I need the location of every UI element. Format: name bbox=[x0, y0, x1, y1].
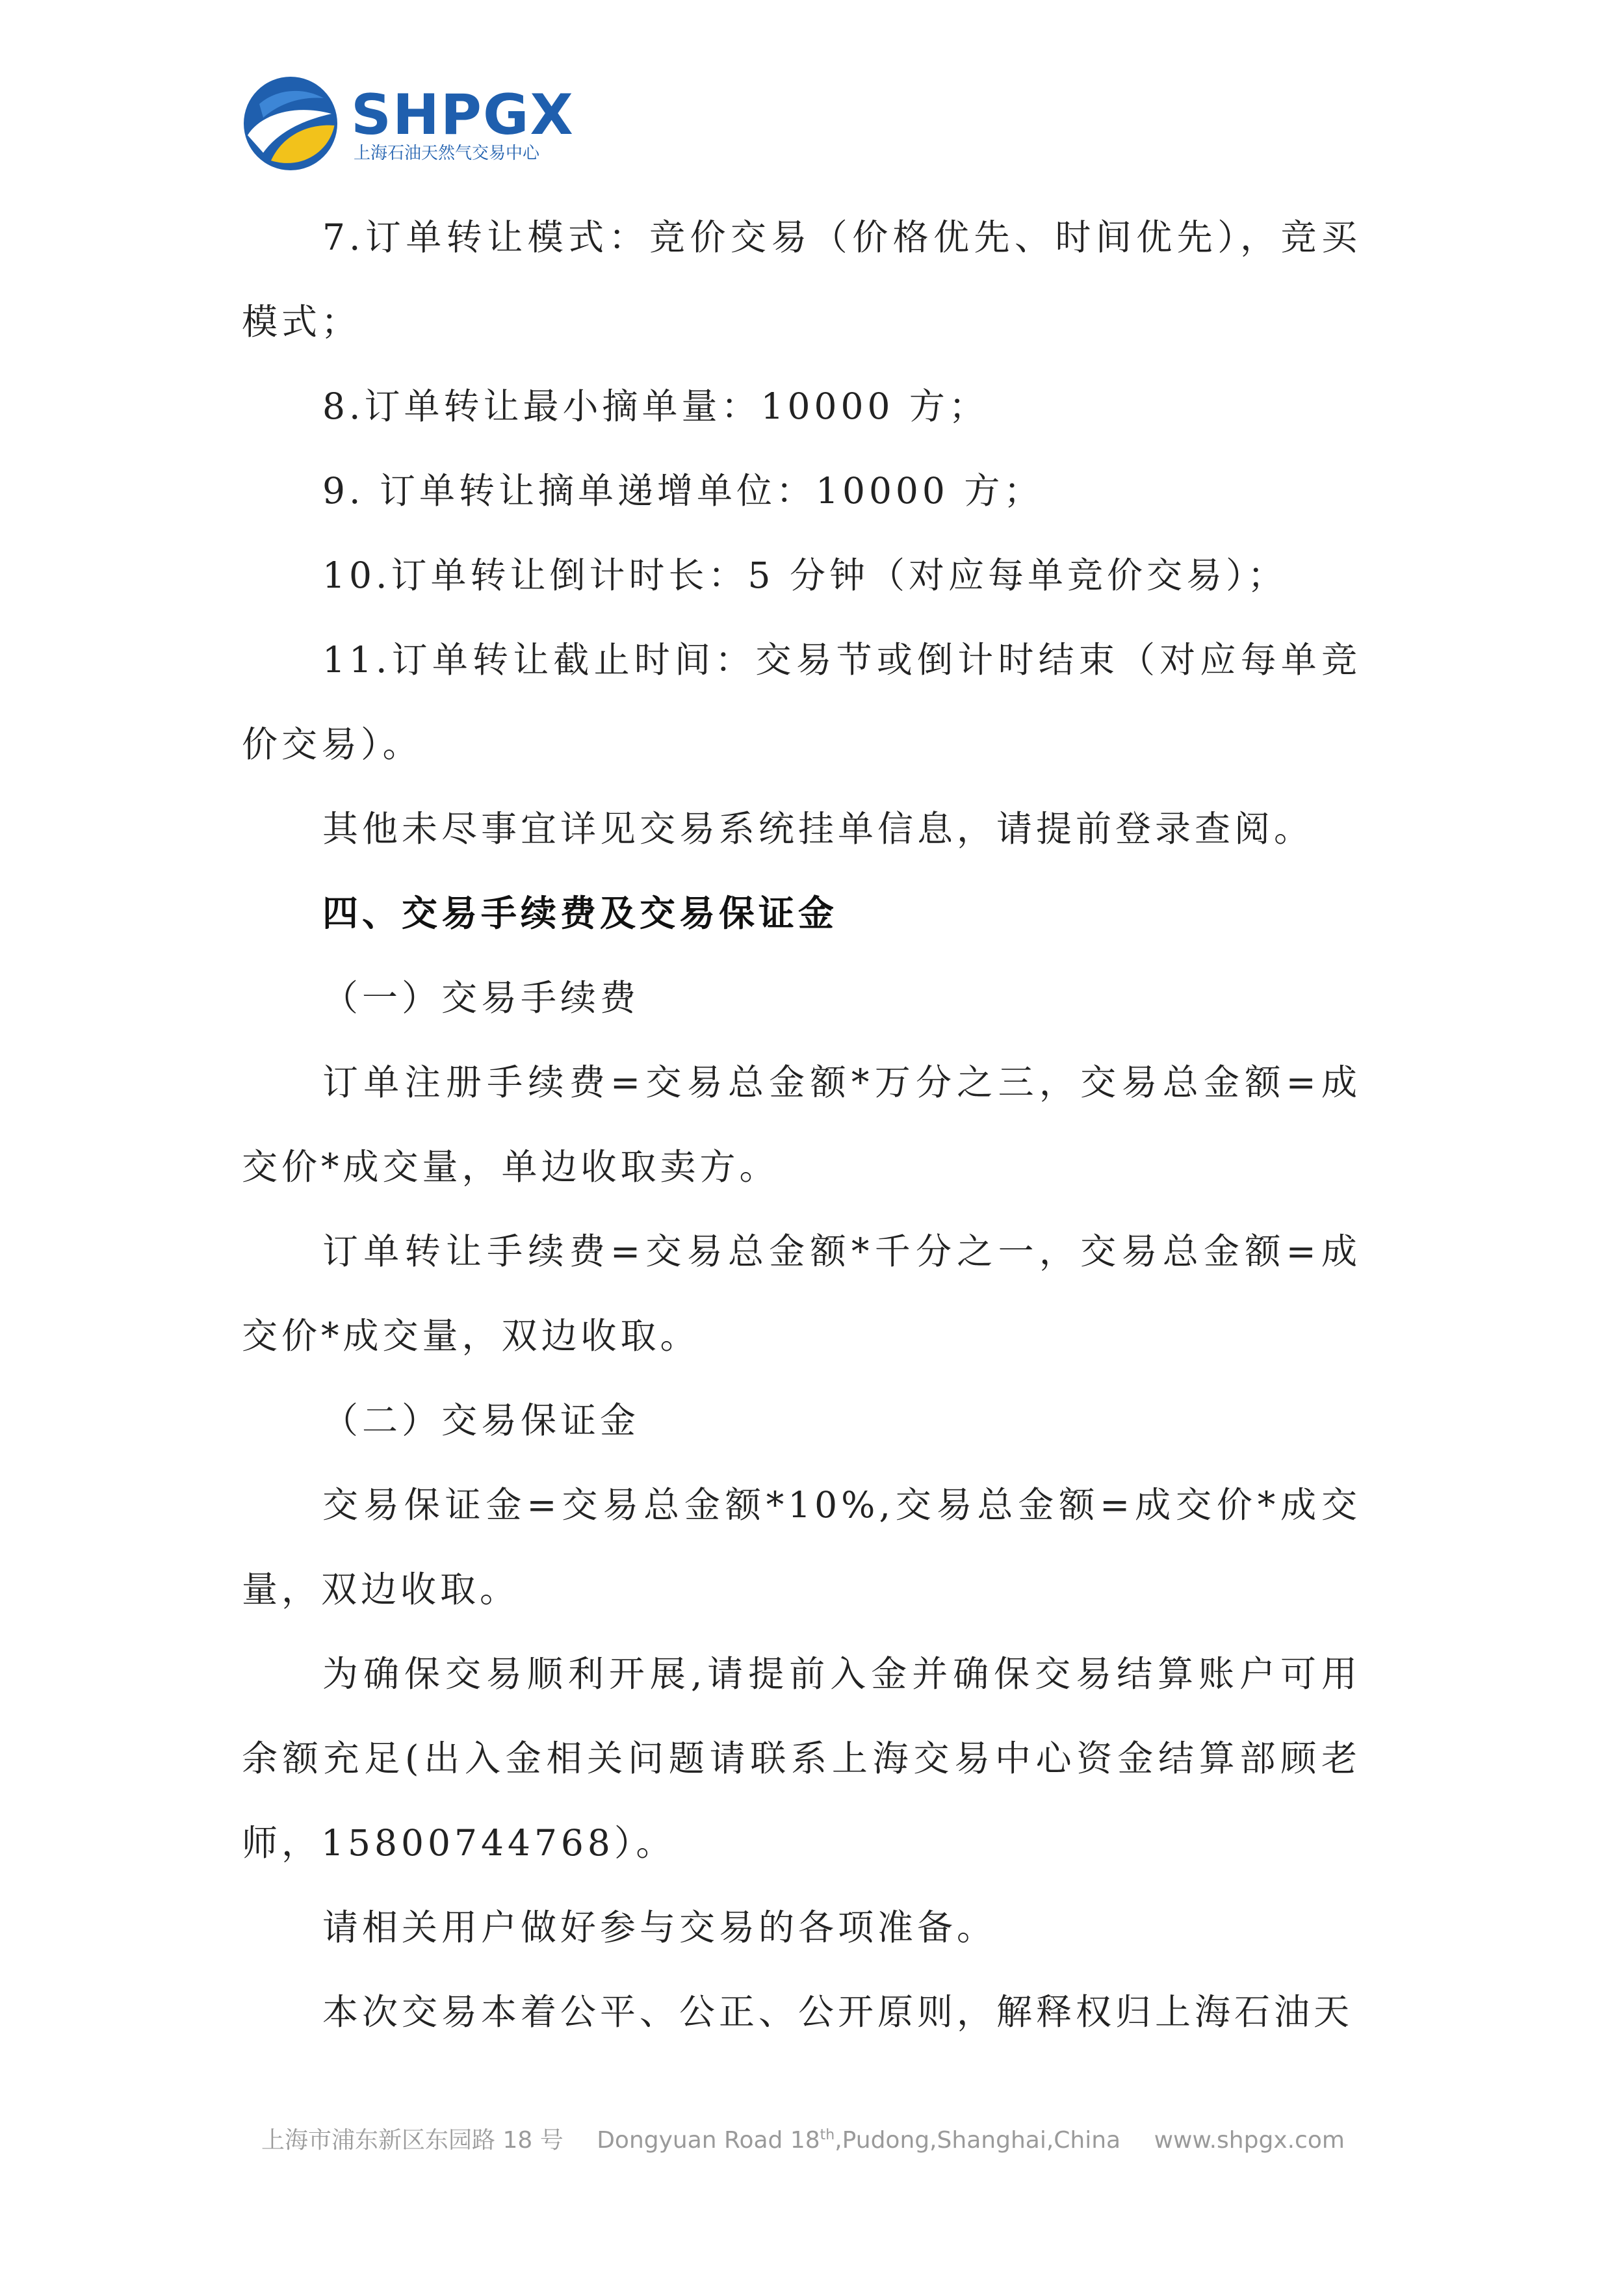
sub-heading-margin: （二）交易保证金 bbox=[322, 1400, 640, 1441]
document-body bbox=[242, 195, 1361, 2054]
paragraph-margin-formula: 交易保证金=交易总金额*10%,交易总金额=成交价*成交量，双边收取。 bbox=[242, 1484, 1361, 1610]
paragraph-transfer-mode: 7.订单转让模式：竞价交易（价格优先、时间优先），竞买模式； bbox=[242, 216, 1361, 343]
paragraph-increment: 9. 订单转让摘单递增单位：10000 方； bbox=[322, 470, 1044, 512]
company-logo bbox=[242, 73, 580, 177]
page-footer bbox=[0, 2119, 1606, 2157]
shpgx-logo-icon bbox=[242, 75, 339, 172]
footer-address-en-pre: Dongyuan Road 18 bbox=[597, 2127, 820, 2154]
paragraph-min-lot: 8.订单转让最小摘单量：10000 方； bbox=[322, 385, 989, 427]
footer-address-en bbox=[597, 2127, 1120, 2154]
paragraph-countdown: 10.订单转让倒计时长：5 分钟（对应每单竞价交易）； bbox=[322, 554, 1288, 596]
sub-heading-trading-fee: （一）交易手续费 bbox=[322, 977, 640, 1019]
paragraph-transfer-fee: 订单转让手续费=交易总金额*千分之一，交易总金额=成交价*成交量，双边收取。 bbox=[242, 1231, 1361, 1357]
paragraph-deadline: 11.订单转让截止时间：交易节或倒计时结束（对应每单竞价交易）。 bbox=[242, 639, 1361, 765]
footer-address-en-post: ,Pudong,Shanghai,China bbox=[835, 2127, 1121, 2154]
footer-address-cn: 上海市浦东新区东园路 18 号 bbox=[261, 2127, 563, 2154]
paragraph-other-matters: 其他未尽事宜详见交易系统挂单信息，请提前登录查阅。 bbox=[322, 808, 1314, 850]
paragraph-registration-fee: 订单注册手续费=交易总金额*万分之三，交易总金额=成交价*成交量，单边收取卖方。 bbox=[242, 1062, 1361, 1188]
paragraph-deposit-notice: 为确保交易顺利开展,请提前入金并确保交易结算账户可用余额充足(出入金相关问题请联系上海交易中心资金结算部顾老师，15800744768）。 bbox=[242, 1653, 1362, 1864]
logo-name: SHPGX bbox=[351, 83, 575, 148]
paragraph-principles: 本次交易本着公平、公正、公开原则，解释权归上海石油天 bbox=[322, 1991, 1354, 2033]
section-heading-fees: 四、交易手续费及交易保证金 bbox=[322, 893, 838, 934]
logo-subtitle: 上海石油天然气交易中心 bbox=[354, 144, 540, 163]
footer-website: www.shpgx.com bbox=[1154, 2127, 1345, 2154]
paragraph-prepare: 请相关用户做好参与交易的各项准备。 bbox=[322, 1907, 997, 1948]
footer-address-en-sup: th bbox=[820, 2127, 835, 2143]
